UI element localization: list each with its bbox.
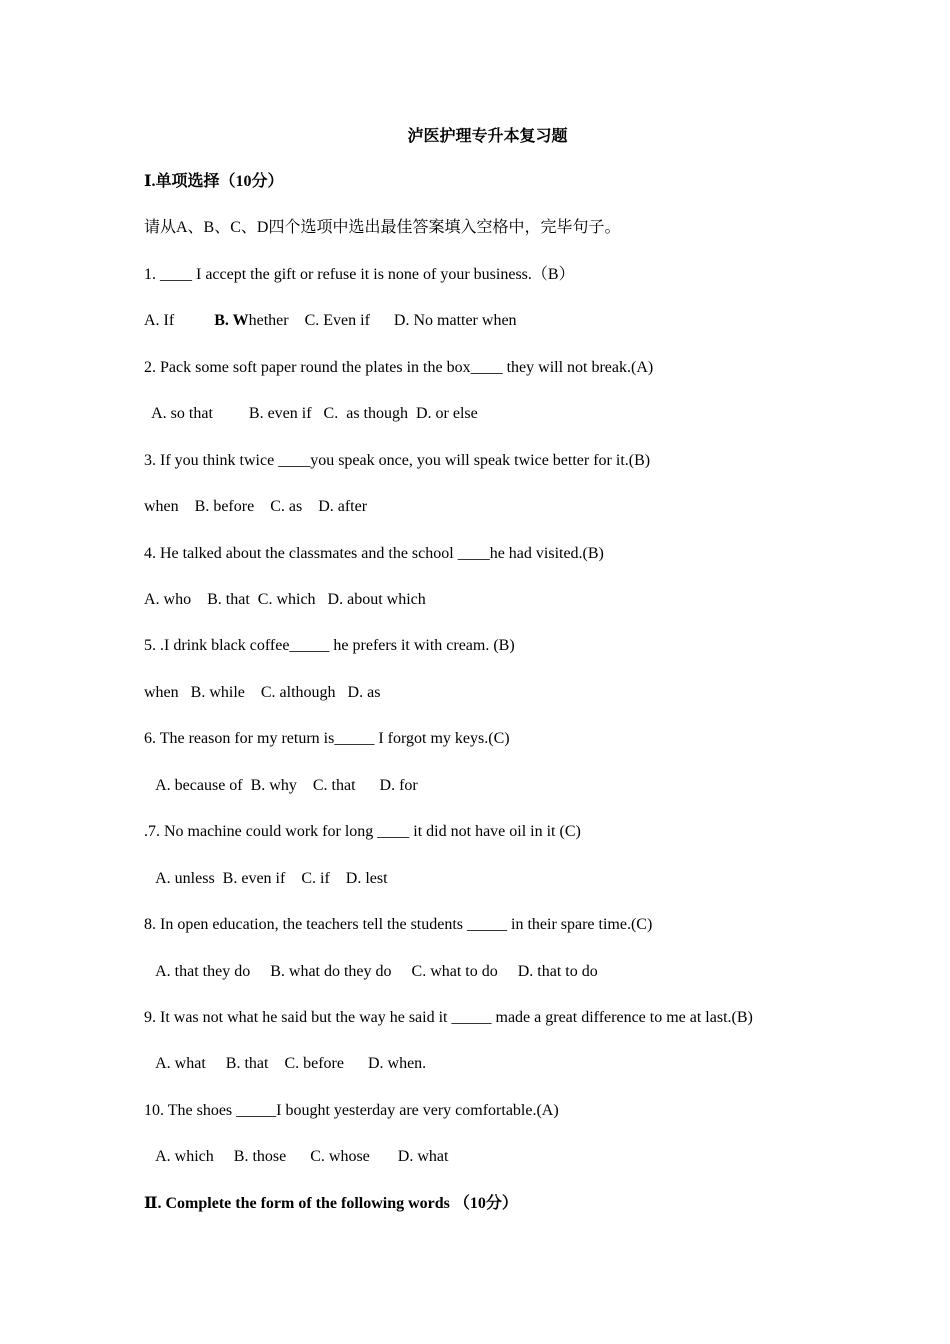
question-1-options [144, 311, 517, 331]
question-1-stem: 1. ____ I accept the gift or refuse it is none of your business.（B） [144, 266, 575, 283]
question-8-stem: 8. In open education, the teachers tell the students _____ in their spare time.(C) [144, 916, 653, 933]
question-6-stem: 6. The reason for my return is_____ I forgot my keys.(C) [144, 730, 510, 747]
question-5-options: when B. while C. although D. as [144, 684, 381, 701]
question-6-options: A. because of B. why C. that D. for [144, 777, 418, 794]
question-10-options: A. which B. those C. whose D. what [144, 1148, 449, 1165]
question-4-stem: 4. He talked about the classmates and the school ____he had visited.(B) [144, 545, 604, 562]
question-2-options: A. so that B. even if C. as though D. or else [144, 405, 478, 422]
question-2-stem: 2. Pack some soft paper round the plates in the box____ they will not break.(A) [144, 359, 654, 376]
question-7-options: A. unless B. even if C. if D. lest [144, 870, 388, 887]
question-9-stem: 9. It was not what he said but the way he said it _____ made a great difference to me at last.(B) [144, 1009, 753, 1026]
question-9-options: A. what B. that C. before D. when. [144, 1055, 427, 1072]
question-8-options: A. that they do B. what do they do C. what to do D. that to do [144, 963, 598, 980]
section-1-heading: Ⅰ.单项选择（10分） [144, 173, 284, 190]
question-5-stem: 5. .I drink black coffee_____ he prefers it with cream. (B) [144, 637, 515, 654]
question-3-stem: 3. If you think twice ____you speak once, you will speak twice better for it.(B) [144, 452, 651, 469]
question-1-options-rest: hether C. Even if D. No matter when [248, 312, 517, 329]
question-1-options-b-bold: B. W [214, 312, 249, 329]
document-title: 泸医护理专升本复习题 [407, 128, 568, 145]
question-4-options: A. who B. that C. which D. about which [144, 591, 426, 608]
question-7-stem: .7. No machine could work for long ____ it did not have oil in it (C) [144, 823, 581, 840]
section-1-instruction: 请从A、B、C、D四个选项中选出最佳答案填入空格中，完毕句子。 [144, 219, 621, 236]
section-2-heading: Ⅱ. Complete the form of the following words （10分） [144, 1195, 518, 1212]
question-1-options-a: A. If [144, 312, 215, 329]
question-3-options: when B. before C. as D. after [144, 498, 368, 515]
question-10-stem: 10. The shoes _____I bought yesterday are very comfortable.(A) [144, 1102, 559, 1119]
